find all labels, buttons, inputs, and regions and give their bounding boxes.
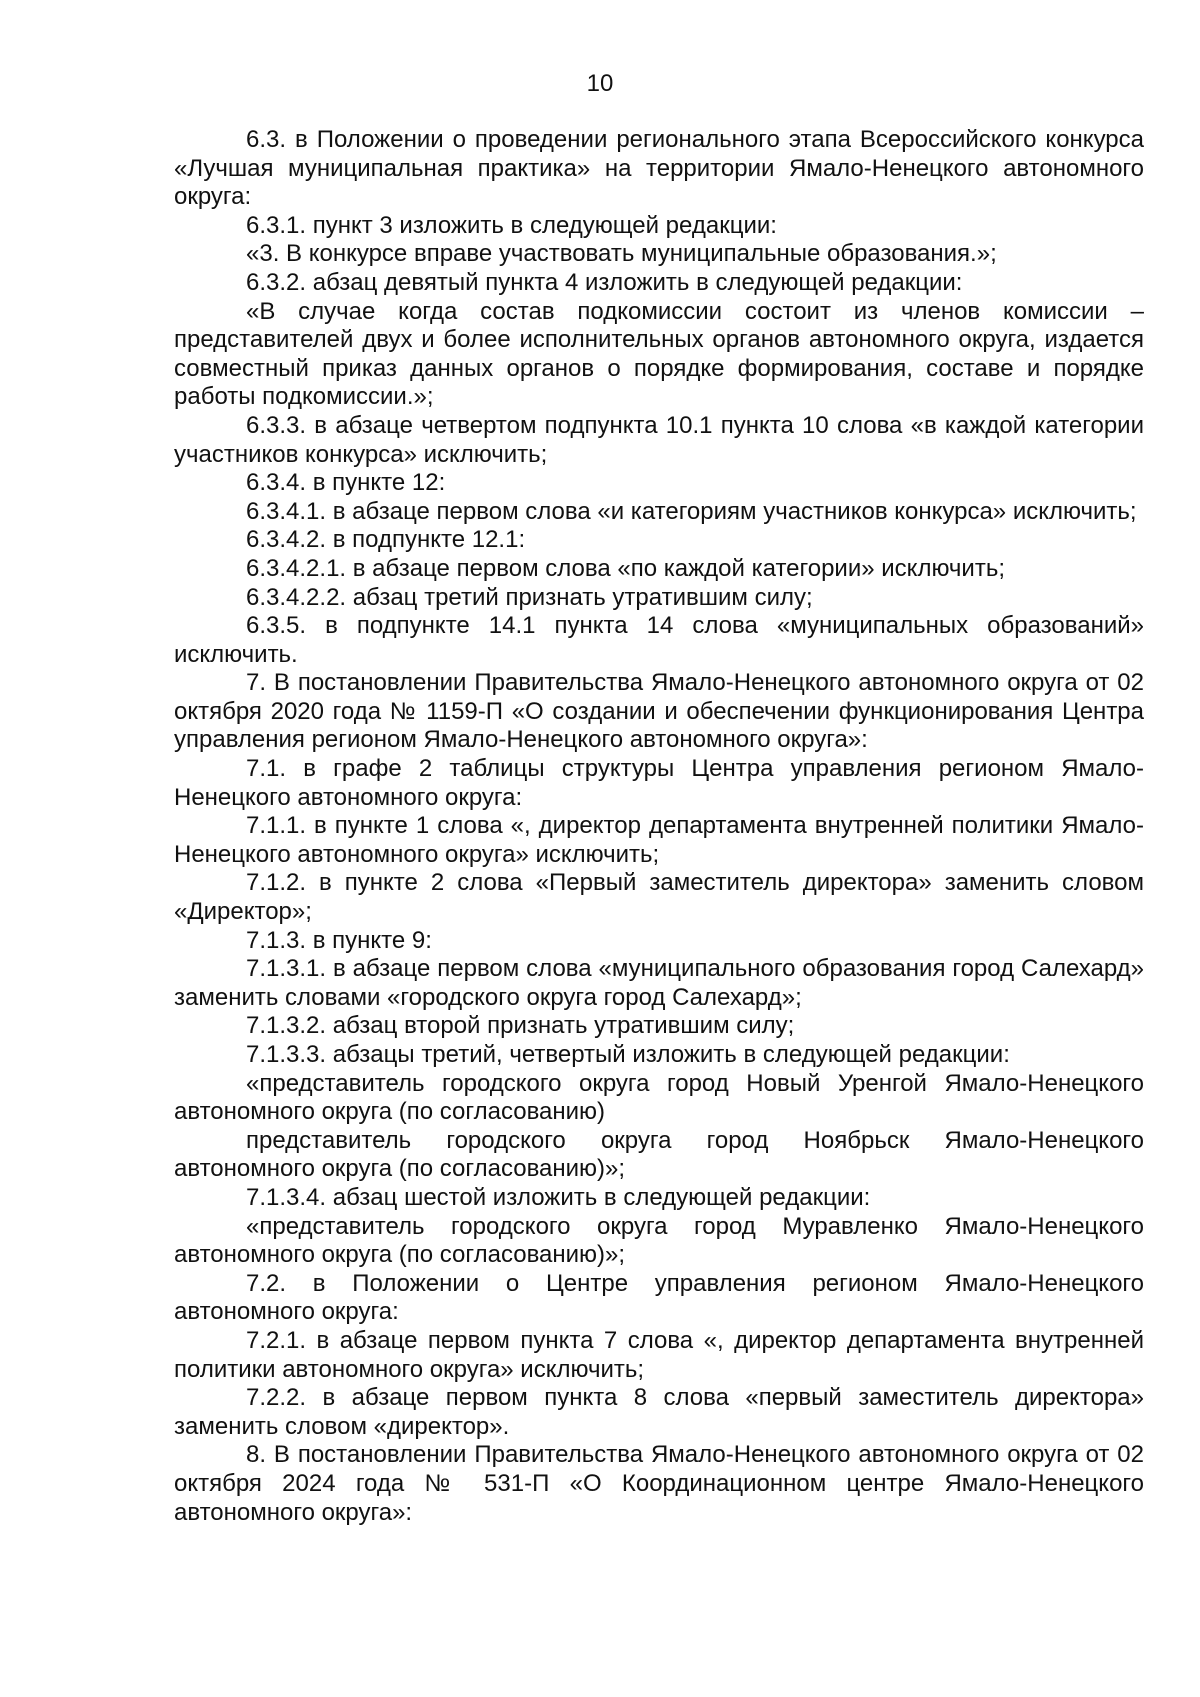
paragraph-7-1-3-2: 7.1.3.2. абзац второй признать утратившим силу;: [246, 1012, 795, 1040]
paragraph-7-2: 7.2. в Положении о Центре управления регионом Ямало-Ненецкого автономного округа:: [174, 1269, 1144, 1326]
paragraph-7-1-3-1: 7.1.3.1. в абзаце первом слова «муниципального образования город Салехард» заменить словами «городского округа город Салехард»;: [174, 955, 1144, 1011]
paragraph-6-3-1: 6.3.1. пункт 3 изложить в следующей редакции:: [246, 211, 777, 239]
paragraph-6-3: 6.3. в Положении о проведении регионального этапа Всероссийского конкурса «Лучшая муниципальная практика» на территории Ямало-Ненецкого автономного округа:: [174, 126, 1144, 211]
paragraph-7: 7. В постановлении Правительства Ямало-Ненецкого автономного округа от 02 октября 2020 года № 1159-П «О создании и обеспечении функционирования Центра управления регионом Ямало-Ненецкого автономного округа»:: [174, 669, 1144, 754]
document-body: [174, 126, 1144, 1527]
paragraph-6-3-3: 6.3.3. в абзаце четвертом подпункта 10.1 пункта 10 слова «в каждой категории участников конкурса» исключить;: [174, 411, 1144, 468]
paragraph-quote-muravlenko: «представитель городского округа город Муравленко Ямало-Ненецкого автономного округа (по согласованию)»;: [174, 1212, 1144, 1269]
paragraph-7-1-3-3: 7.1.3.3. абзацы третий, четвертый изложить в следующей редакции:: [246, 1041, 1010, 1068]
paragraph-6-3-5: 6.3.5. в подпункте 14.1 пункта 14 слова «муниципальных образований» исключить.: [174, 612, 1144, 668]
paragraph-quote-subcommission: «В случае когда состав подкомиссии состоит из членов комиссии – представителей двух и более исполнительных органов автономного округа, издается совместный приказ данных органов о порядке формирования, составе и порядке работы подкомиссии.»;: [174, 297, 1144, 411]
paragraph-6-3-4-1: 6.3.4.1. в абзаце первом слова «и категориям участников конкурса» исключить;: [246, 497, 1137, 525]
paragraph-6-3-4-2-2: 6.3.4.2.2. абзац третий признать утратившим силу;: [246, 583, 813, 611]
paragraph-7-1: 7.1. в графе 2 таблицы структуры Центра управления регионом Ямало-Ненецкого автономного округа:: [174, 755, 1144, 811]
paragraph-7-1-3: 7.1.3. в пункте 9:: [246, 926, 432, 954]
paragraph-quote-3: «3. В конкурсе вправе участвовать муниципальные образования.»;: [246, 240, 997, 268]
paragraph-7-1-3-4: 7.1.3.4. абзац шестой изложить в следующей редакции:: [246, 1183, 871, 1211]
paragraph-6-3-2: 6.3.2. абзац девятый пункта 4 изложить в следующей редакции:: [246, 268, 963, 296]
page-number: 10: [586, 70, 614, 97]
paragraph-6-3-4-2: 6.3.4.2. в подпункте 12.1:: [246, 526, 526, 554]
paragraph-quote-novy-urengoy: «представитель городского округа город Новый Уренгой Ямало-Ненецкого автономного округа (по согласованию): [174, 1069, 1144, 1126]
paragraph-6-3-4-2-1: 6.3.4.2.1. в абзаце первом слова «по каждой категории» исключить;: [246, 554, 1005, 582]
paragraph-7-2-1: 7.2.1. в абзаце первом пункта 7 слова «, директор департамента внутренней политики автономного округа» исключить;: [174, 1326, 1144, 1383]
paragraph-7-2-2: 7.2.2. в абзаце первом пункта 8 слова «первый заместитель директора» заменить словом «директор».: [174, 1384, 1144, 1440]
paragraph-quote-noyabrsk: представитель городского округа город Ноябрьск Ямало-Ненецкого автономного округа (по согласованию)»;: [174, 1126, 1144, 1183]
paragraph-7-1-2: 7.1.2. в пункте 2 слова «Первый заместитель директора» заменить словом «Директор»;: [174, 869, 1144, 926]
paragraph-7-1-1: 7.1.1. в пункте 1 слова «, директор департамента внутренней политики Ямало-Ненецкого автономного округа» исключить;: [174, 812, 1144, 868]
paragraph-8: 8. В постановлении Правительства Ямало-Ненецкого автономного округа от 02 октября 2024 года № 531-П «О Координационном центре Ямало-Ненецкого автономного округа»:: [174, 1441, 1144, 1526]
paragraph-6-3-4: 6.3.4. в пункте 12:: [246, 469, 446, 497]
